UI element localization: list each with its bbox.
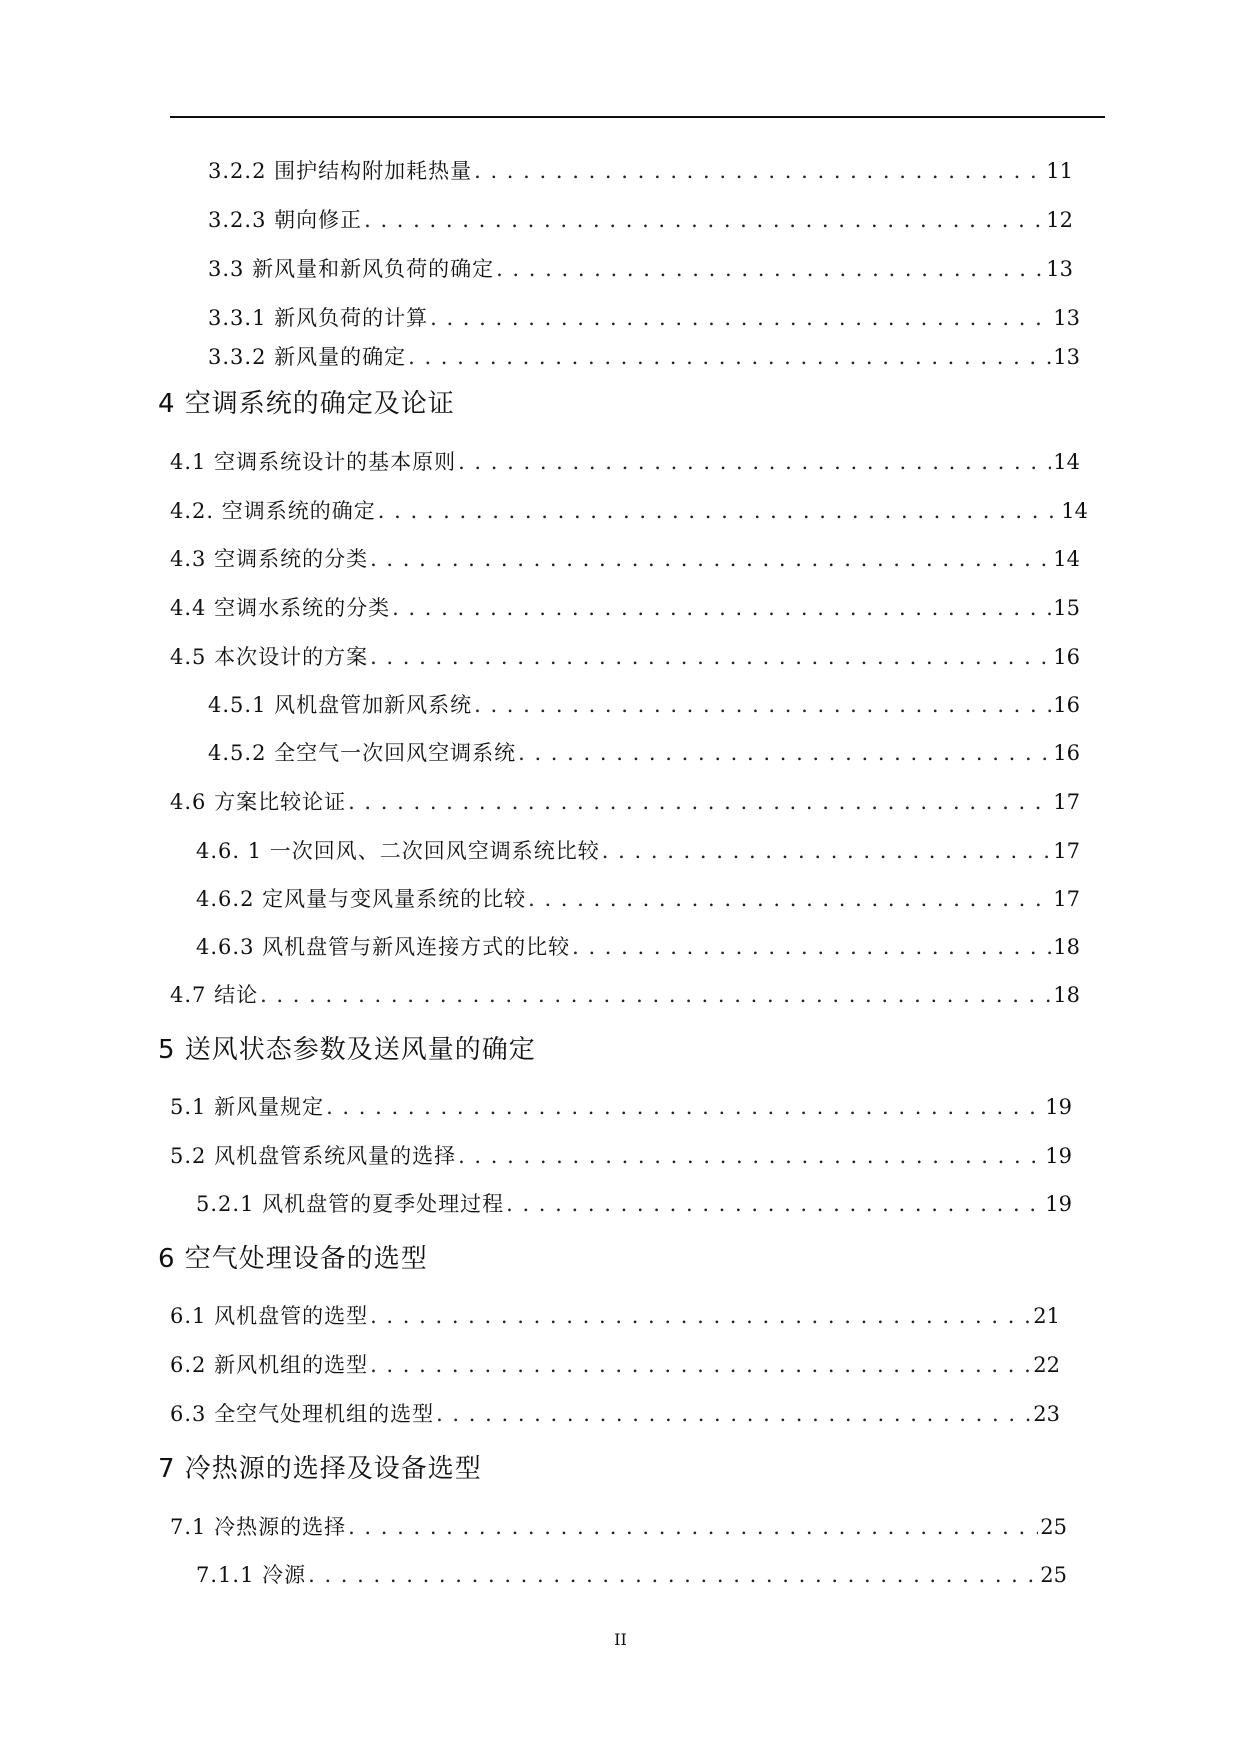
- dot-leader: [326, 1093, 1043, 1121]
- toc-entry-page: 13: [1046, 257, 1073, 281]
- toc-entry-label: 4.6.3 风机盘管与新风连接方式的比较: [196, 935, 571, 959]
- toc-entry-label: 3.2.3 朝向修正: [208, 208, 363, 232]
- dot-leader: [474, 157, 1044, 185]
- toc-entry[interactable]: [208, 206, 1073, 234]
- toc-entry-label: 6.1 风机盘管的选型: [170, 1304, 369, 1328]
- toc-entry-page: 16: [1053, 741, 1080, 765]
- toc-entry-label: 3.3 新风量和新风负荷的确定: [208, 257, 495, 281]
- toc-entry[interactable]: [208, 255, 1073, 283]
- header-rule: [170, 116, 1105, 118]
- dot-leader: [528, 885, 1051, 913]
- toc-entry[interactable]: [208, 691, 1080, 719]
- page-number: II: [614, 1630, 627, 1649]
- dot-leader: [370, 643, 1051, 671]
- dot-leader: [348, 1513, 1038, 1541]
- toc-entry-label: 4.6 方案比较论证: [170, 790, 347, 814]
- toc-entry[interactable]: [196, 837, 1080, 865]
- toc-entry-page: 16: [1053, 693, 1080, 717]
- dot-leader: [506, 1190, 1043, 1218]
- dot-leader: [518, 739, 1051, 767]
- toc-entry-label: 7.1.1 冷源: [196, 1563, 307, 1587]
- dot-leader: [260, 981, 1051, 1009]
- toc-entry-page: 17: [1053, 790, 1080, 814]
- chapter-heading[interactable]: 4 空调系统的确定及论证: [158, 389, 455, 419]
- dot-leader: [308, 1561, 1038, 1589]
- toc-entry-label: 4.2. 空调系统的确定: [170, 499, 376, 523]
- toc-entry-page: 25: [1040, 1563, 1067, 1587]
- toc-entry[interactable]: [170, 545, 1080, 573]
- dot-leader: [364, 206, 1044, 234]
- dot-leader: [458, 448, 1051, 476]
- toc-entry-label: 4.7 结论: [170, 983, 259, 1007]
- toc-entry[interactable]: [196, 1561, 1067, 1589]
- toc-entry-label: 3.2.2 围护结构附加耗热量: [208, 159, 473, 183]
- dot-leader: [496, 255, 1044, 283]
- toc-entry[interactable]: [170, 1513, 1067, 1541]
- toc-entry-label: 7.1 冷热源的选择: [170, 1515, 347, 1539]
- toc-entry[interactable]: [170, 1093, 1072, 1121]
- toc-entry-page: 14: [1061, 499, 1088, 523]
- toc-entry-page: 18: [1053, 935, 1080, 959]
- toc-entry-label: 4.1 空调系统设计的基本原则: [170, 450, 457, 474]
- toc-entry-page: 13: [1053, 306, 1080, 330]
- toc-entry-label: 3.3.2 新风量的确定: [208, 345, 407, 369]
- toc-entry-page: 11: [1046, 159, 1073, 183]
- chapter-heading[interactable]: 6 空气处理设备的选型: [158, 1244, 428, 1274]
- toc-entry-label: 6.2 新风机组的选型: [170, 1353, 369, 1377]
- dot-leader: [392, 594, 1051, 622]
- chapter-heading[interactable]: 7 冷热源的选择及设备选型: [158, 1454, 482, 1484]
- dot-leader: [430, 304, 1051, 332]
- dot-leader: [436, 1400, 1031, 1428]
- toc-entry-page: 17: [1053, 887, 1080, 911]
- toc-entry-label: 4.6. 1 一次回风、二次回风空调系统比较: [196, 839, 600, 863]
- toc-entry-label: 4.5.1 风机盘管加新风系统: [208, 693, 473, 717]
- toc-entry-page: 17: [1053, 839, 1080, 863]
- toc-entry-page: 25: [1040, 1515, 1067, 1539]
- toc-entry-page: 12: [1046, 208, 1073, 232]
- toc-entry[interactable]: [208, 157, 1073, 185]
- toc-entry-page: 15: [1053, 596, 1080, 620]
- dot-leader: [474, 691, 1051, 719]
- dot-leader: [572, 933, 1051, 961]
- chapter-heading[interactable]: 5 送风状态参数及送风量的确定: [158, 1035, 536, 1065]
- dot-leader: [370, 1351, 1031, 1379]
- dot-leader: [348, 788, 1051, 816]
- toc-entry-label: 4.5 本次设计的方案: [170, 645, 369, 669]
- toc-entry-page: 21: [1033, 1304, 1060, 1328]
- toc-entry[interactable]: [196, 885, 1080, 913]
- dot-leader: [370, 1302, 1031, 1330]
- toc-entry[interactable]: [170, 1351, 1060, 1379]
- toc-entry-label: 5.1 新风量规定: [170, 1095, 325, 1119]
- toc-entry-page: 16: [1053, 645, 1080, 669]
- toc-entry-page: 23: [1033, 1402, 1060, 1426]
- toc-entry-page: 22: [1033, 1353, 1060, 1377]
- toc-entry-label: 5.2 风机盘管系统风量的选择: [170, 1144, 457, 1168]
- toc-entry[interactable]: [170, 1302, 1060, 1330]
- toc-entry[interactable]: [208, 304, 1080, 332]
- dot-leader: [408, 343, 1051, 371]
- toc-entry[interactable]: [196, 1190, 1072, 1218]
- toc-entry[interactable]: [170, 981, 1080, 1009]
- toc-entry-label: 3.3.1 新风负荷的计算: [208, 306, 429, 330]
- toc-entry-label: 4.5.2 全空气一次回风空调系统: [208, 741, 517, 765]
- toc-entry[interactable]: [208, 343, 1080, 371]
- toc-entry-page: 13: [1053, 345, 1080, 369]
- dot-leader: [602, 837, 1051, 865]
- toc-entry-page: 19: [1045, 1144, 1072, 1168]
- dot-leader: [378, 497, 1060, 525]
- toc-entry-page: 19: [1045, 1192, 1072, 1216]
- toc-entry-label: 4.4 空调水系统的分类: [170, 596, 391, 620]
- dot-leader: [370, 545, 1051, 573]
- toc-entry[interactable]: [170, 594, 1080, 622]
- toc-entry[interactable]: [170, 448, 1080, 476]
- toc-entry-label: 4.6.2 定风量与变风量系统的比较: [196, 887, 527, 911]
- toc-entry-label: 6.3 全空气处理机组的选型: [170, 1402, 435, 1426]
- dot-leader: [458, 1142, 1043, 1170]
- toc-entry[interactable]: [170, 1400, 1060, 1428]
- toc-entry[interactable]: [208, 739, 1080, 767]
- toc-entry-page: 18: [1053, 983, 1080, 1007]
- toc-entry-label: 5.2.1 风机盘管的夏季处理过程: [196, 1192, 505, 1216]
- toc-entry[interactable]: [170, 1142, 1072, 1170]
- toc-entry[interactable]: [196, 933, 1080, 961]
- toc-entry[interactable]: [170, 497, 1088, 525]
- toc-entry-page: 19: [1045, 1095, 1072, 1119]
- toc-entry[interactable]: [170, 788, 1080, 816]
- toc-entry-page: 14: [1053, 547, 1080, 571]
- toc-entry-page: 14: [1053, 450, 1080, 474]
- toc-entry[interactable]: [170, 643, 1080, 671]
- toc-entry-label: 4.3 空调系统的分类: [170, 547, 369, 571]
